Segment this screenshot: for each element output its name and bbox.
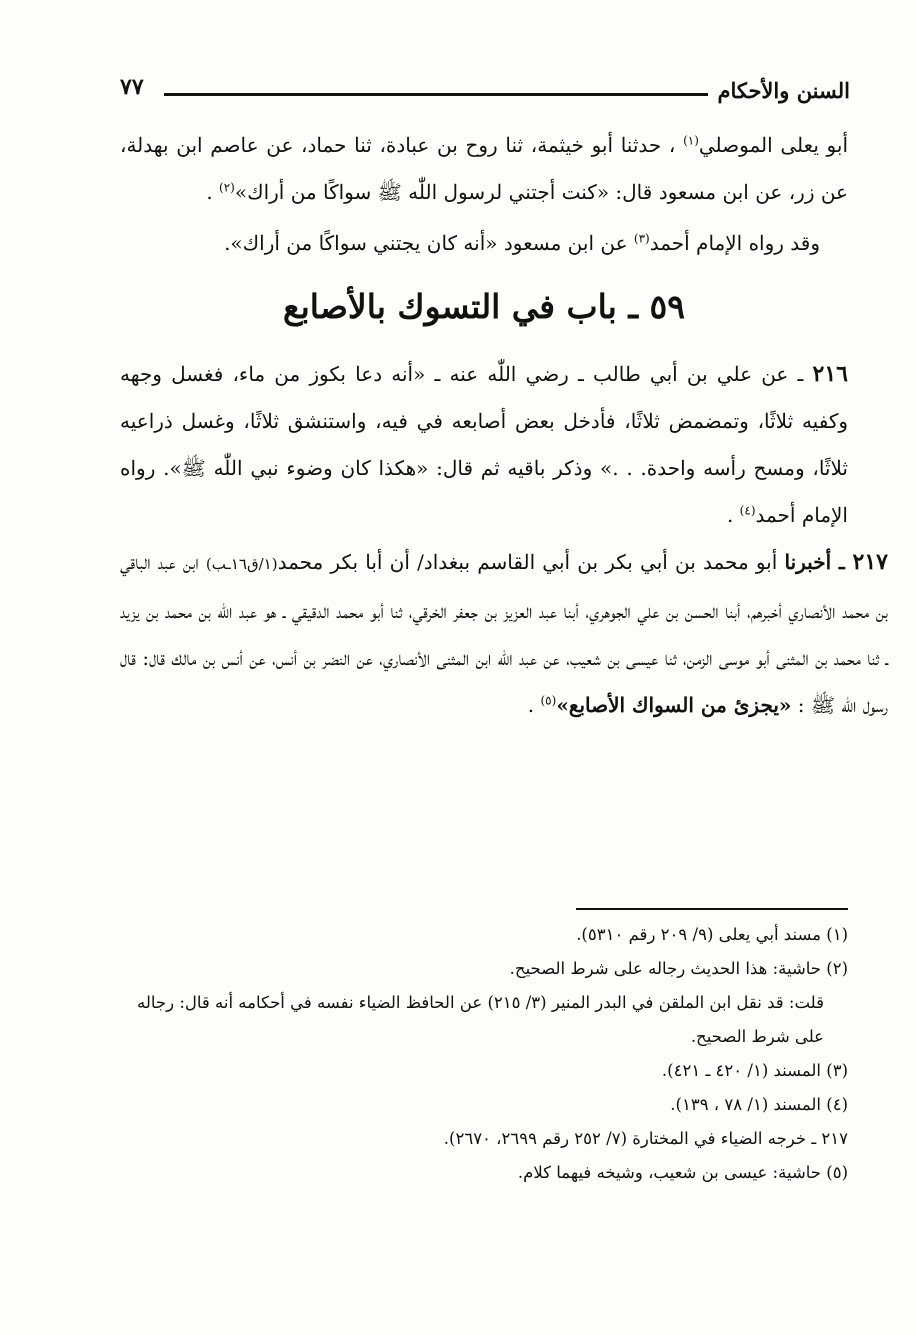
chapter-heading: ٥٩ ـ باب في التسوك بالأصابع [283,287,685,326]
footnote-ref-3[interactable]: (٣) [633,231,650,246]
hadith-number-217: ٢١٧ [852,549,888,575]
footnotes [110,918,848,1190]
paragraph-ahmad: وقد رواه الإمام أحمد$^{(٣)}$ عن ابن مسعود «أنه كان يجتني سواكًا من أراك». [224,231,820,255]
footnote-217: ٢١٧ ـ خرجه الضياء في المختارة (٧/ ٢٥٢ رقم ٢٦٩٩، ٢٦٧٠). [443,1129,848,1148]
footnote-4: (٤) المسند (١/ ٧٨ ، ١٣٩). [670,1095,848,1114]
header-rule [164,93,708,96]
footnote-3: (٣) المسند (١/ ٤٢٠ ـ ٤٢١). [661,1061,848,1080]
footnote-ref-1[interactable]: (١) [683,133,699,148]
footnote-ref-4[interactable]: (٤) [739,503,756,518]
hadith-216: ٢١٦ ـ عن علي بن أبي طالب ـ رضي اللّٰه عنه ـ «أنه دعا بكوز من ماء، فغسل وجهه وكفيه ثلاثًا، وتمضمض ثلاثًا، فأدخل بعض أصابعه في فيه، واستنشق ثلاثًا، وغسل ذراعيه ثلاثًا، ومسح رأسه واحدة. . .» وذكر باقيه ثم قال: «هكذا كان وضوء نبي اللّٰه ﷺ». رواه الإمام أحمد$^{(٤)}$ . [120,361,848,527]
hadith-quote: «يجزئ من السواك الأصابع» [556,693,792,717]
main-text [120,122,888,729]
footnote-ref-2[interactable]: (٢) [219,180,235,195]
page-number: ٧٧ [120,74,144,100]
running-header [120,72,850,112]
footnote-ref-5[interactable]: (٥) [540,693,557,708]
footnote-1: (١) مسند أبي يعلى (٩/ ٢٠٩ رقم ٥٣١٠). [576,925,848,944]
manuscript-folio-note: (١/ق١٦ـب) [205,555,278,573]
footnote-2: (٢) حاشية: هذا الحديث رجاله على شرط الصحيح. [509,959,848,978]
footnote-separator [576,908,848,910]
footnote-2-comment: قلت: قد نقل ابن الملقن في البدر المنير (٣/ ٢١٥) عن الحافظ الضياء نفسه في أحكامه أنه قال: رجاله على شرط الصحيح. [137,993,824,1046]
hadith-number-216: ٢١٦ [812,361,848,387]
footnote-5: (٥) حاشية: عيسى بن شعيب، وشيخه فيهما كلام. [517,1163,848,1182]
hadith-217: ٢١٧ ـ أخبرنا أبو محمد بن أبي بكر بن أبي القاسم ببغداد/ أن أبا بكر محمد(١/ق١٦ـب) ابن عبد الباقي بن محمد الأنصاري أخبرهم، أبنا الحسن بن علي الجوهري، أبنا عبد العزيز بن جعفر الخرقي، ثنا أبو محمد الدقيقي ـ هو عبد اللّٰه بن محمد بن يزيد ـ ثنا محمد بن المثنى أبو موسى الزمن، ثنا عيسى بن شعيب، عن عبد اللّٰه ابن المثنى الأنصاري، عن النضر بن أنس، عن أنس بن مالك قال: قال رسول اللّٰه ﷺ : «يجزئ من السواك الأصابع»$^{(٥)}$ . [120,549,888,717]
paragraph-continued: أبو يعلى الموصلي$^{(١)}$ ، حدثنا أبو خيثمة، ثنا روح بن عبادة، ثنا حماد، عن عاصم ابن بهدلة، عن زر، عن ابن مسعود قال: «كنت أجتني لرسول اللّٰه ﷺ سواكًا من أراك»$^{(٢)}$ . [120,133,849,204]
running-title: السنن والأحكام [717,78,850,103]
